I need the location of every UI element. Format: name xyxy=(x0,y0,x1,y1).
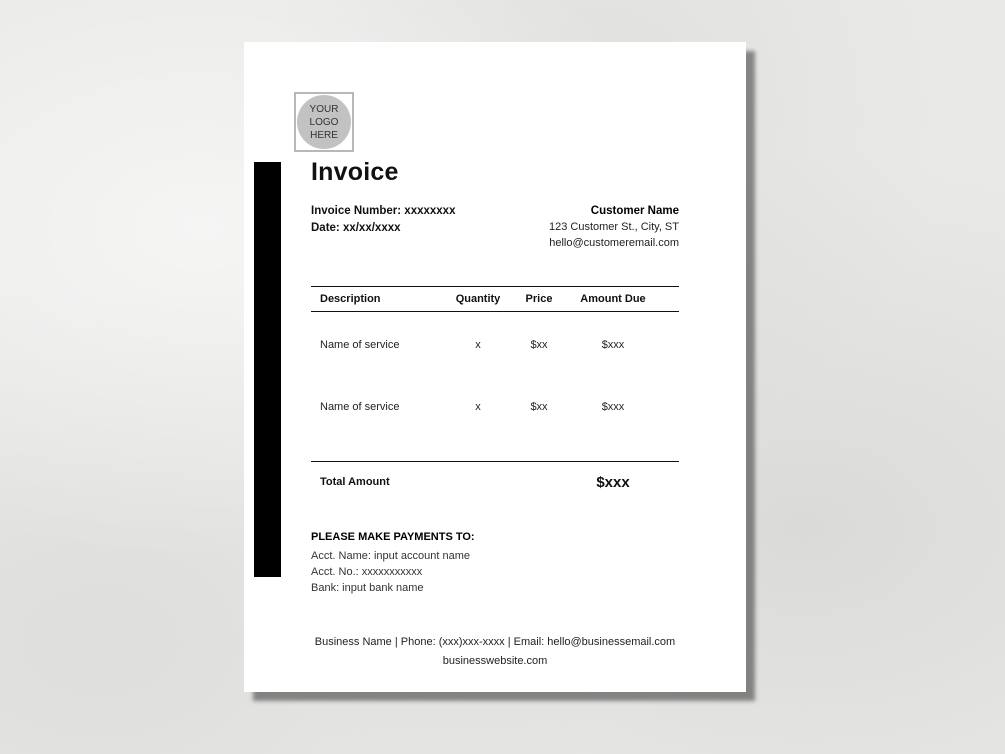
row-amount-due: $xxx xyxy=(601,339,625,351)
row-description: Name of service xyxy=(320,339,400,351)
total-label: Total Amount xyxy=(320,476,390,488)
row-amount-due: $xxx xyxy=(601,401,625,413)
payment-bank: Bank: input bank name xyxy=(311,582,424,594)
row-quantity: x xyxy=(475,401,481,413)
customer-email: hello@customeremail.com xyxy=(549,237,679,249)
footer-website: businesswebsite.com xyxy=(442,655,548,667)
invoice-number: Invoice Number: xxxxxxxx xyxy=(311,205,456,217)
customer-name: Customer Name xyxy=(590,205,679,217)
total-value: $xxx xyxy=(596,473,630,491)
footer-contact-line: Business Name | Phone: (xxx)xxx-xxxx | Email: hello@businessemail.com xyxy=(314,636,676,648)
row-description: Name of service xyxy=(320,401,400,413)
table-row xyxy=(311,376,679,438)
row-price: $xx xyxy=(530,339,548,351)
payment-account-number: Acct. No.: xxxxxxxxxxx xyxy=(311,566,423,578)
customer-block xyxy=(549,203,679,251)
accent-sidebar-bar xyxy=(254,162,281,577)
header-quantity: Quantity xyxy=(455,293,501,305)
table-header xyxy=(311,286,679,312)
total-row xyxy=(311,461,679,502)
invoice-date: Date: xx/xx/xxxx xyxy=(311,222,401,234)
row-price: $xx xyxy=(530,401,548,413)
line-items-table xyxy=(311,286,679,502)
logo-circle xyxy=(297,95,351,149)
invoice-meta xyxy=(311,203,455,237)
header-price: Price xyxy=(525,293,553,305)
customer-address: 123 Customer St., City, ST xyxy=(548,221,679,233)
table-row xyxy=(311,314,679,376)
header-description: Description xyxy=(320,293,381,305)
invoice-title: Invoice xyxy=(311,158,399,186)
row-quantity: x xyxy=(475,339,481,351)
logo-text: YOUR LOGO HERE xyxy=(309,103,339,141)
payment-title: PLEASE MAKE PAYMENTS TO: xyxy=(311,531,475,543)
invoice-sheet xyxy=(244,42,746,692)
payment-instructions xyxy=(311,529,475,596)
header-amount-due: Amount Due xyxy=(580,293,646,305)
business-footer xyxy=(244,633,746,671)
payment-account-name: Acct. Name: input account name xyxy=(311,550,470,562)
logo-placeholder xyxy=(294,92,354,152)
